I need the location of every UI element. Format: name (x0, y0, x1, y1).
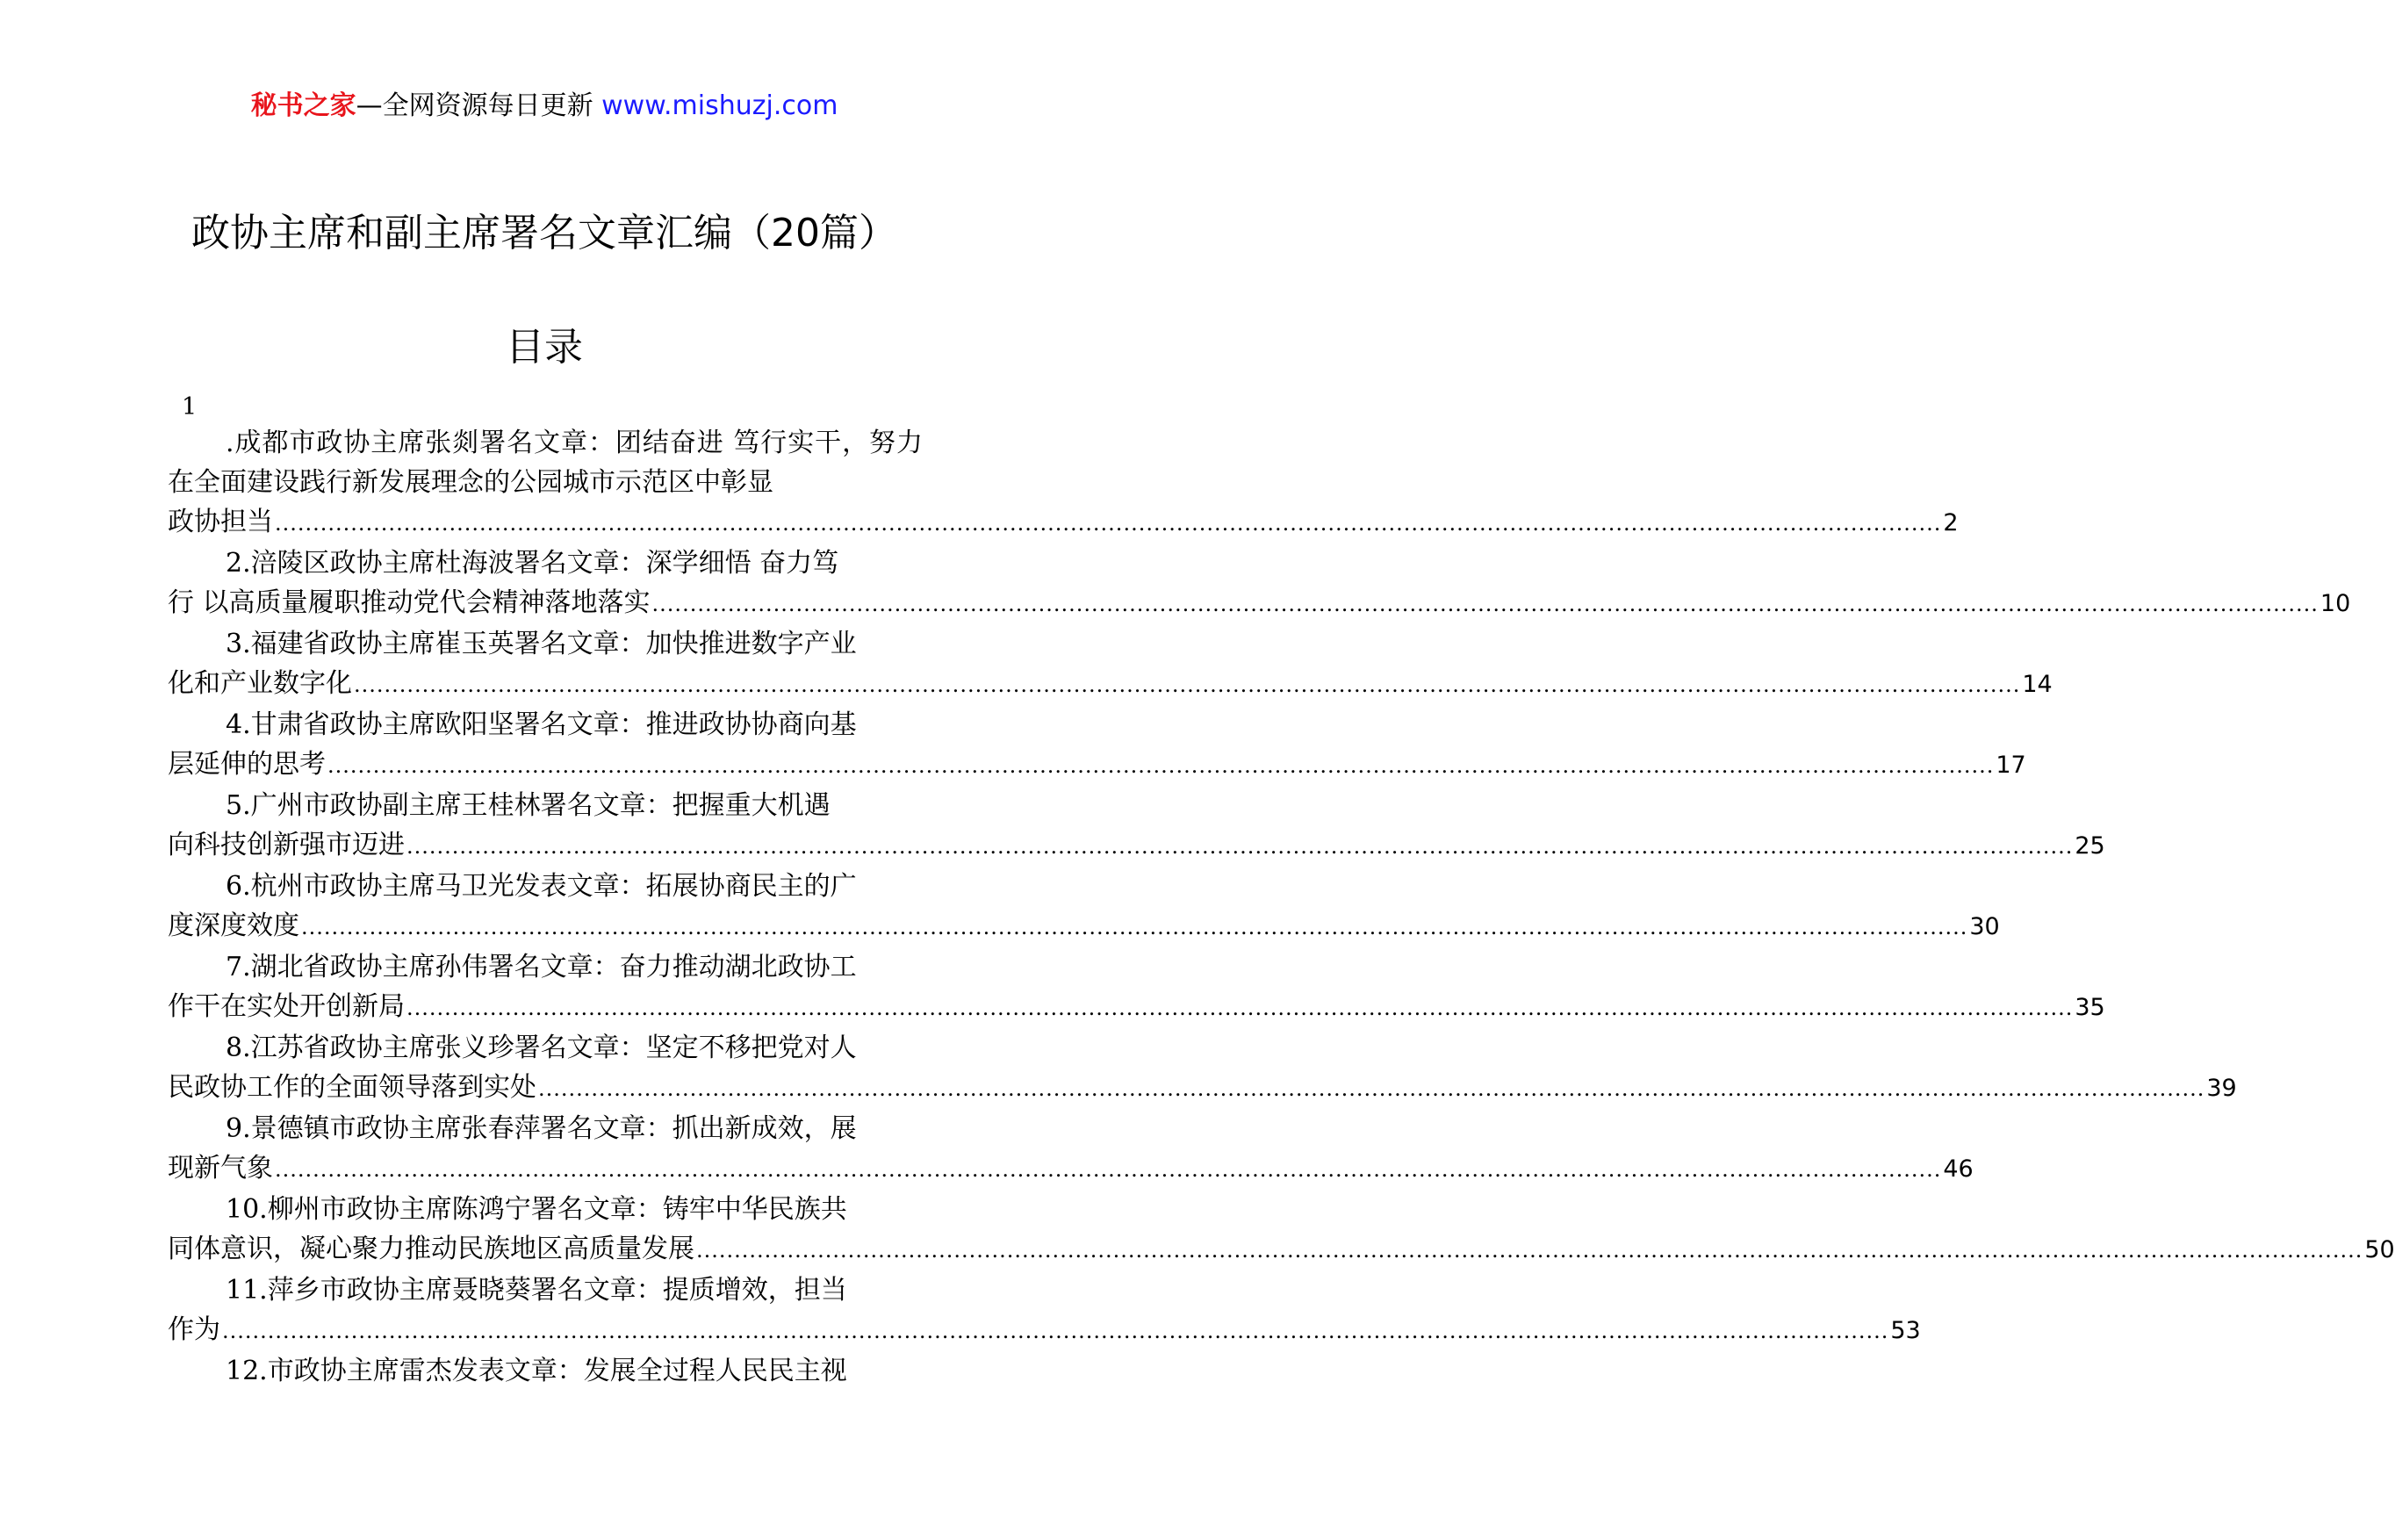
site-brand: 秘书之家 (250, 90, 356, 121)
toc-entry-title-end: 同体意识，凝心聚力推动民族地区高质量发展 (168, 1234, 694, 1264)
toc-page-number: 2 (1943, 509, 1959, 536)
toc-page-number: 35 (2075, 994, 2105, 1021)
toc-entry[interactable] (168, 543, 2351, 624)
toc-entry-title: 5.广州市政协副主席王桂林署名文章：把握重大机遇 (226, 790, 831, 821)
toc-entry-title: 6.杭州市政协主席马卫光发表文章：拓展协商民主的广 (226, 871, 857, 902)
dot-leader: ............................................................................................................................................................................................................................ (696, 1238, 2363, 1263)
toc-entry-title-end: 作干在实处开创新局 (168, 991, 405, 1022)
toc-entry-title: 8.江苏省政协主席张义珍署名文章：坚定不移把党对人 (226, 1033, 857, 1063)
toc-page-number: 17 (1996, 752, 2026, 779)
toc-entry-title: .成都市政协主席张剡署名文章：团结奋进 笃行实干，努力在全面建设践行新发展理念的公园城市示范区中彰显 (168, 428, 923, 498)
toc-entry[interactable] (168, 1109, 1974, 1190)
dot-leader: ............................................................................................................................................................................................................................ (222, 1319, 1889, 1343)
dot-leader: ............................................................................................................................................................................................................................ (354, 673, 2021, 697)
site-header (0, 89, 1089, 124)
toc-entry[interactable] (168, 867, 2000, 947)
toc-entry[interactable] (168, 786, 2105, 867)
toc-entry[interactable] (168, 1351, 923, 1391)
dot-leader: ............................................................................................................................................................................................................................ (406, 834, 2074, 859)
toc-entry[interactable] (168, 423, 1959, 543)
toc-entry-title-end: 化和产业数字化 (168, 668, 352, 699)
toc-page-number: 25 (2075, 832, 2105, 860)
toc-entry-title-end: 现新气象 (168, 1153, 273, 1184)
toc-entry[interactable] (168, 1270, 1921, 1351)
toc-page-number: 30 (1969, 913, 2000, 940)
toc-entry-title: 7.湖北省政协主席孙伟署名文章：奋力推动湖北政协工 (226, 952, 857, 982)
toc-entry-title: 9.景德镇市政协主席张春萍署名文章：抓出新成效，展 (226, 1113, 857, 1144)
toc-entry-title-end: 层延伸的思考 (168, 749, 326, 780)
toc-entry-title-end: 度深度效度 (168, 910, 299, 941)
dot-leader: ............................................................................................................................................................................................................................ (275, 511, 1942, 536)
dot-leader: ............................................................................................................................................................................................................................ (275, 1157, 1942, 1182)
dot-leader: ............................................................................................................................................................................................................................ (651, 592, 2319, 616)
toc-page-number: 50 (2364, 1236, 2395, 1263)
dot-leader: ............................................................................................................................................................................................................................ (406, 996, 2074, 1020)
toc-entry-title: 11.萍乡市政协主席聂晓葵署名文章：提质增效，担当 (226, 1275, 847, 1306)
site-slogan: —全网资源每日更新 (356, 90, 602, 121)
toc-entry[interactable] (168, 624, 2053, 705)
toc-entry-title: 3.福建省政协主席崔玉英署名文章：加快推进数字产业 (226, 629, 857, 659)
toc-entry[interactable] (168, 705, 2026, 786)
toc-entry-title-end: 作为 (168, 1314, 220, 1345)
toc-page-number: 10 (2319, 590, 2351, 617)
toc-entry-title-end: 行 以高质量履职推动党代会精神落地落实 (168, 587, 651, 618)
toc-entry-title-end: 民政协工作的全面领导落到实处 (168, 1072, 536, 1103)
toc-entry-title: 2.涪陵区政协主席杜海波署名文章：深学细悟 奋力笃 (226, 548, 839, 579)
dot-leader: ............................................................................................................................................................................................................................ (301, 915, 1968, 939)
toc-entry-title-end: 向科技创新强市迈进 (168, 830, 405, 860)
toc-entry-title-end: 政协担当 (168, 507, 273, 537)
toc-page-number: 53 (1890, 1317, 1921, 1344)
table-of-contents (168, 423, 2395, 1391)
toc-entry[interactable] (168, 1190, 2395, 1270)
toc-entry[interactable] (168, 1028, 2237, 1109)
toc-page-number: 14 (2022, 671, 2053, 698)
dot-leader: ............................................................................................................................................................................................................................ (538, 1076, 2205, 1101)
toc-heading: 目录 (506, 325, 583, 370)
document-title: 政协主席和副主席署名文章汇编（20篇） (191, 211, 897, 255)
toc-marker: 1 (182, 393, 198, 421)
toc-entry[interactable] (168, 947, 2105, 1028)
toc-page-number: 39 (2206, 1075, 2237, 1102)
dot-leader: ............................................................................................................................................................................................................................ (327, 753, 1995, 778)
toc-page-number: 46 (1943, 1155, 1974, 1183)
toc-entry-title: 10.柳州市政协主席陈鸿宁署名文章：铸牢中华民族共 (226, 1194, 847, 1225)
toc-entry-title: 4.甘肃省政协主席欧阳坚署名文章：推进政协协商向基 (226, 709, 857, 740)
toc-entry-title: 12.市政协主席雷杰发表文章：发展全过程人民民主视 (226, 1356, 847, 1386)
site-url-link[interactable]: www.mishuzj.com (601, 90, 838, 121)
